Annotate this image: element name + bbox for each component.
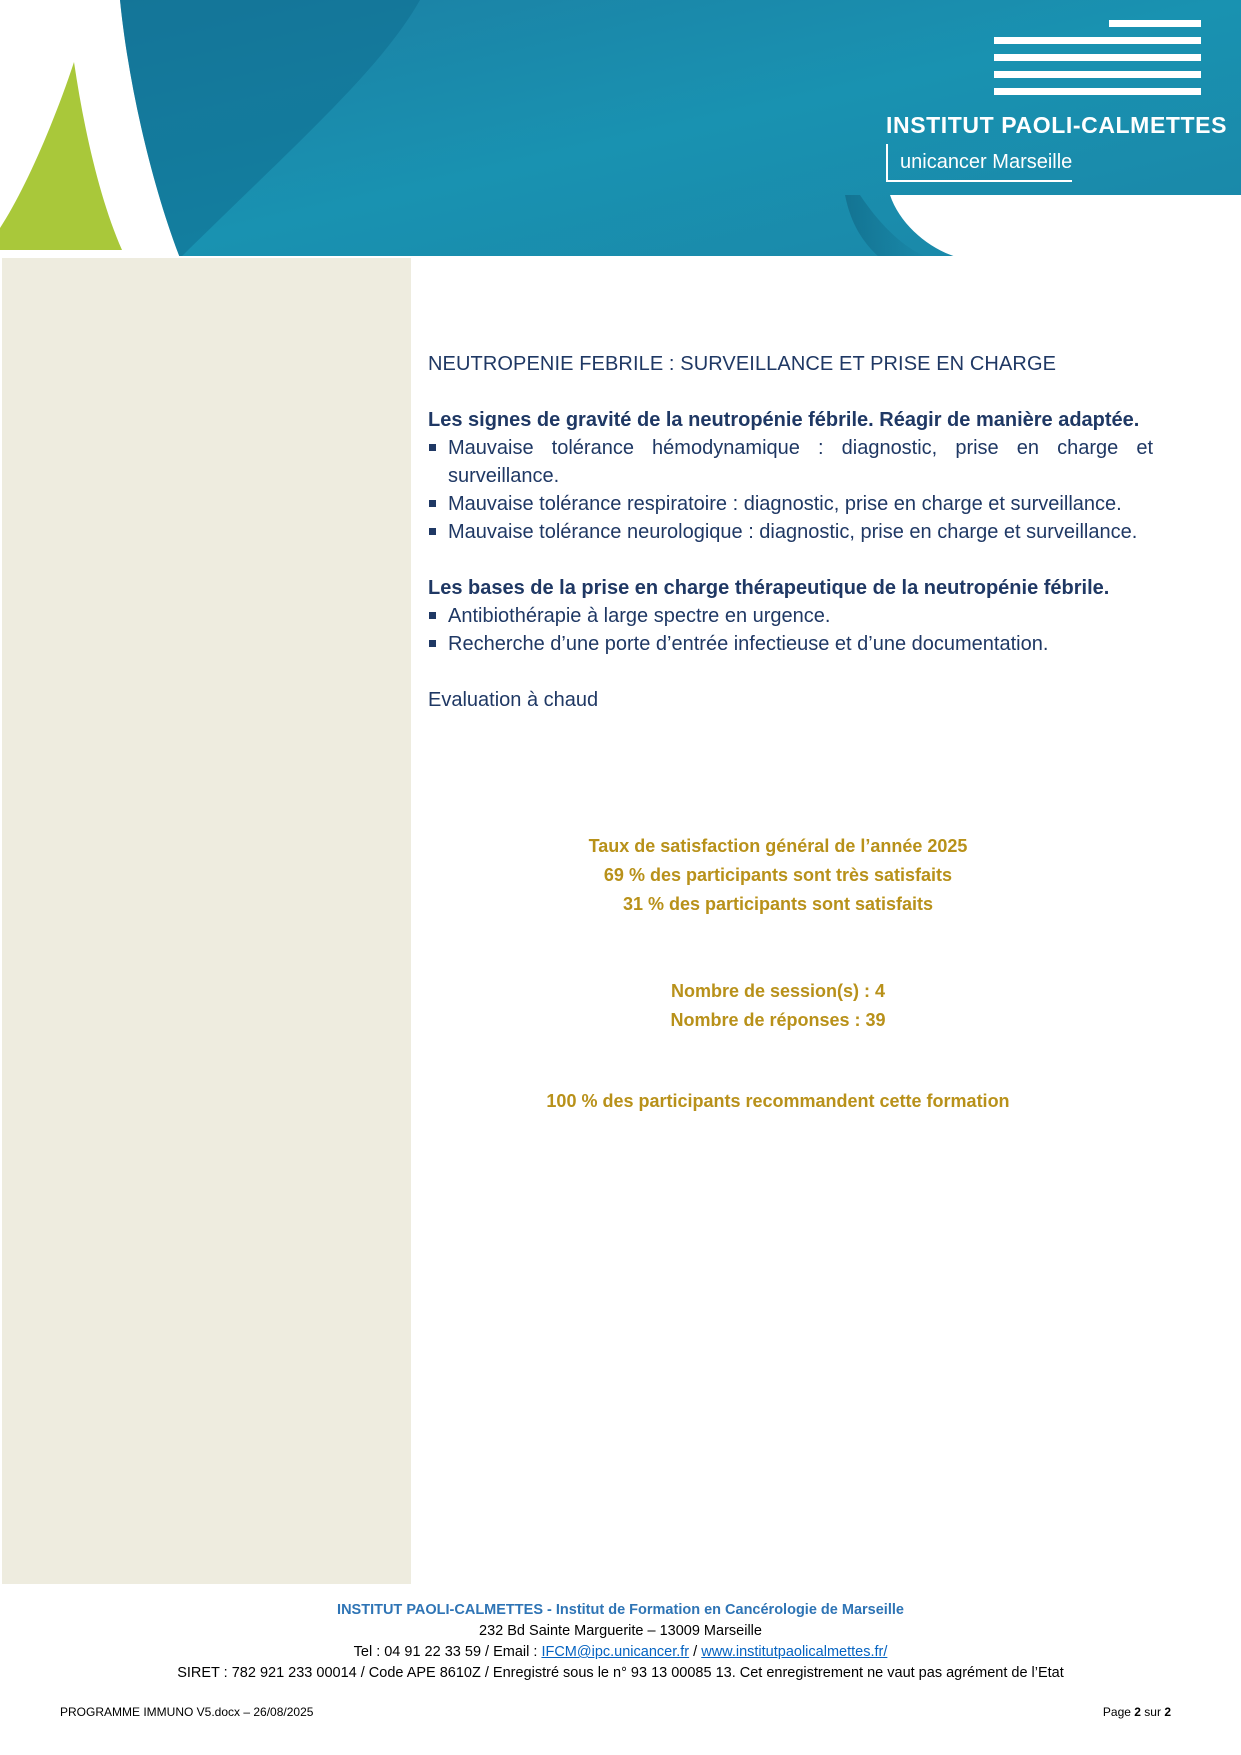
- page-footer: [0, 1600, 1241, 1684]
- logo-brand: unicancer: [900, 151, 987, 173]
- session-count: Nombre de session(s) : 4: [670, 981, 886, 1001]
- module-title: NEUTROPENIE FEBRILE : SURVEILLANCE ET PRISE EN CHARGE: [428, 353, 1057, 375]
- institute-logo: [886, 20, 1228, 190]
- list-item: Mauvaise tolérance hémodynamique : diagnostic, prise en charge et surveillance.: [428, 434, 1153, 490]
- list-item: Mauvaise tolérance neurologique : diagnostic, prise en charge et surveillance.: [428, 518, 1153, 546]
- evaluation-label: Evaluation à chaud: [428, 689, 599, 711]
- bullet-square-icon: [429, 528, 436, 535]
- footer-institute: INSTITUT PAOLI-CALMETTES - Institut de Formation en Cancérologie de Marseille: [337, 1602, 904, 1618]
- list-item: Mauvaise tolérance respiratoire : diagnostic, prise en charge et surveillance.: [428, 490, 1153, 518]
- recommendation-rate: 100 % des participants recommandent cette formation: [546, 1091, 1010, 1111]
- satisfied-rate: 31 % des participants sont satisfaits: [622, 894, 934, 914]
- bullet-square-icon: [429, 444, 436, 451]
- treatment-list: [428, 602, 1153, 658]
- satisfaction-stats: [428, 832, 1128, 1116]
- list-item: Recherche d’une porte d’entrée infectieuse et d’une documentation.: [428, 630, 1153, 658]
- severity-list: [428, 434, 1153, 546]
- logo-title: INSTITUT PAOLI-CALMETTES: [886, 112, 1228, 138]
- document-reference: PROGRAMME IMMUNO V5.docx – 26/08/2025: [60, 1705, 314, 1719]
- footer-address: 232 Bd Sainte Marguerite – 13009 Marseille: [479, 1623, 762, 1639]
- page-header: [0, 0, 1241, 258]
- website-link[interactable]: www.institutpaolicalmettes.fr/: [701, 1644, 888, 1660]
- footer-contact: Tel : 04 91 22 33 59 / Email : IFCM@ipc.unicancer.fr / www.institutpaolicalmettes.fr/: [353, 1644, 888, 1660]
- response-count: Nombre de réponses : 39: [670, 1010, 886, 1030]
- page-number: Page 2 sur 2: [1102, 1705, 1171, 1719]
- bullet-square-icon: [429, 640, 436, 647]
- satisfaction-title: Taux de satisfaction général de l’année 2025: [588, 836, 968, 856]
- section-heading-treatment: Les bases de la prise en charge thérapeutique de la neutropénie fébrile.: [428, 577, 1110, 599]
- main-content: [428, 350, 1153, 714]
- section-heading-severity: Les signes de gravité de la neutropénie fébrile. Réagir de manière adaptée.: [428, 409, 1140, 431]
- very-satisfied-rate: 69 % des participants sont très satisfaits: [603, 865, 953, 885]
- bullet-square-icon: [429, 500, 436, 507]
- list-item: Antibiothérapie à large spectre en urgence.: [428, 602, 1153, 630]
- footer-legal: SIRET : 782 921 233 00014 / Code APE 8610Z / Enregistré sous le n° 93 13 00085 13. Cet enregistrement ne vaut pas agrément de l’Etat: [177, 1665, 1064, 1681]
- logo-subtitle: [886, 144, 1072, 182]
- logo-city: Marseille: [992, 151, 1073, 173]
- bullet-square-icon: [429, 612, 436, 619]
- left-side-band: [2, 258, 411, 1584]
- logo-stripes: [994, 20, 1201, 105]
- email-link[interactable]: IFCM@ipc.unicancer.fr: [541, 1644, 690, 1660]
